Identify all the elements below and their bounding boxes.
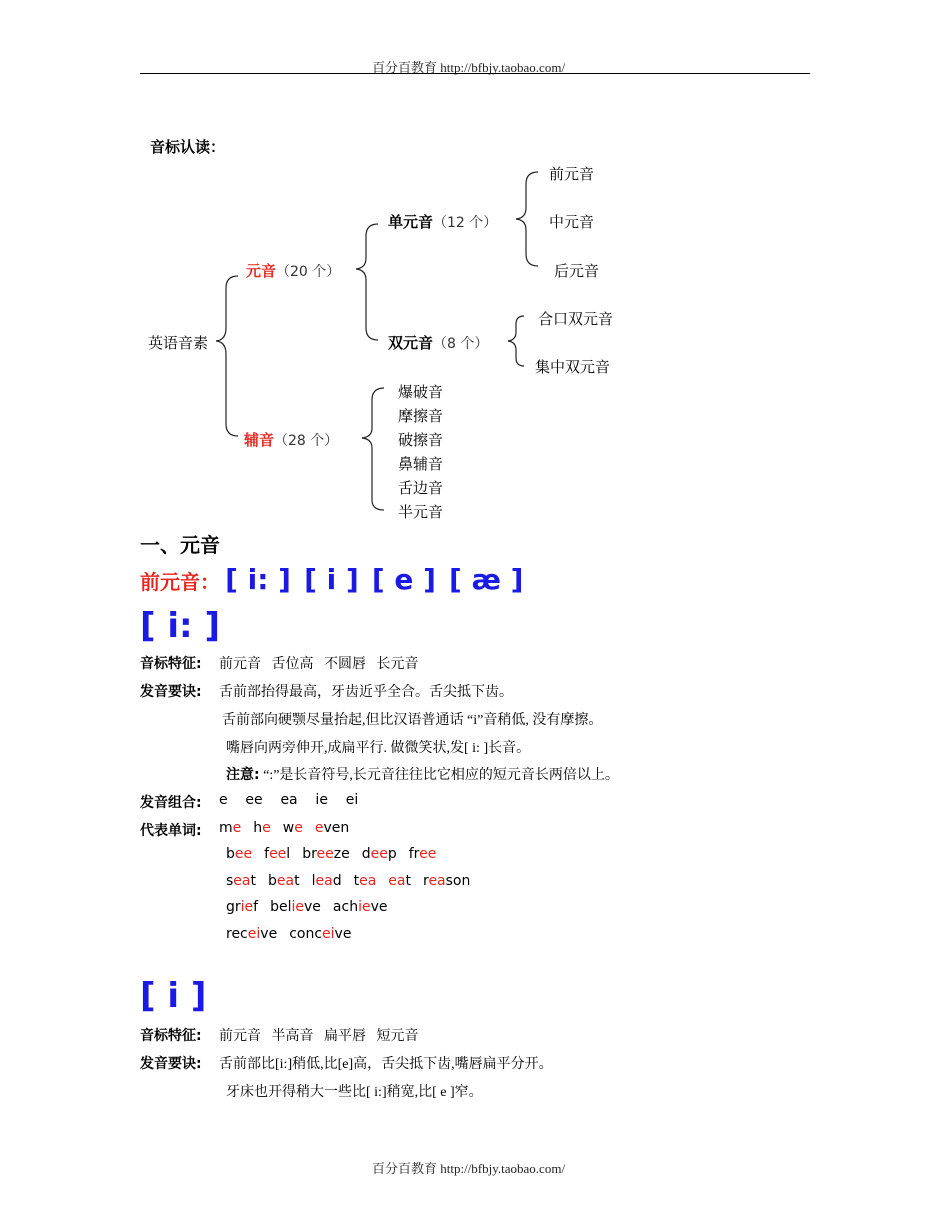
- word-part: p: [387, 846, 397, 862]
- tree-root-label: 英语音素: [148, 334, 209, 352]
- word-highlight: ei: [322, 926, 335, 942]
- word-highlight: ee: [269, 846, 287, 862]
- word-part: rec: [226, 926, 248, 942]
- word-part: bel: [270, 899, 292, 915]
- word-part: gr: [226, 899, 241, 915]
- example-word: [226, 846, 252, 862]
- diphthong-label: 双元音: [388, 334, 434, 352]
- word-part: m: [219, 820, 233, 836]
- front-vowels-label: 前元音：: [140, 570, 220, 594]
- monophthong-label: 单元音: [388, 213, 434, 231]
- ii-note: [226, 764, 619, 784]
- intro-title: 音标认读：: [150, 138, 226, 156]
- ii-features: 前元音 舌位高 不圆唇 长元音: [219, 657, 419, 672]
- tree-consonant: [244, 429, 338, 450]
- word-part: f: [264, 846, 270, 862]
- word-part: b: [226, 846, 235, 862]
- word-part: d: [332, 873, 342, 889]
- word-highlight: ei: [247, 926, 261, 942]
- word-part: ve: [260, 926, 278, 942]
- mono-type-back: 后元音: [554, 262, 600, 280]
- tree-diphthong: [388, 332, 488, 353]
- example-word: [302, 846, 350, 862]
- word-highlight: e: [262, 820, 271, 836]
- example-word: [226, 926, 277, 942]
- example-word: [409, 846, 437, 862]
- ii-pron-label: 发音要诀:: [140, 684, 202, 700]
- monophthong-count: （12 个）: [433, 215, 498, 231]
- vowel-count: （20 个）: [276, 264, 341, 280]
- word-highlight: e: [232, 820, 242, 836]
- ii-word-row: [226, 873, 470, 889]
- ii-word-row: [226, 846, 436, 862]
- word-highlight: ie: [240, 899, 254, 915]
- word-part: conc: [289, 926, 323, 942]
- example-word: [264, 846, 290, 862]
- word-part: ve: [370, 899, 388, 915]
- front-vowel-symbol: [ i ]: [304, 563, 359, 596]
- mono-type-central: 中元音: [549, 213, 595, 231]
- word-part: ze: [333, 846, 350, 862]
- brace-cons: [362, 388, 384, 510]
- word-part: ach: [332, 899, 359, 915]
- example-word: [423, 873, 470, 889]
- word-part: ven: [323, 820, 350, 836]
- ii-combos: e ee ea ie ei: [219, 792, 359, 808]
- word-part: t: [294, 873, 300, 889]
- mono-type-front: 前元音: [549, 165, 595, 183]
- word-highlight: ee: [234, 846, 253, 862]
- word-part: l: [311, 873, 316, 889]
- i-pron-line: 牙床也开得稍大一些比[ i:]稍宽,比[ e ]窄。: [226, 1085, 483, 1100]
- word-highlight: ea: [233, 873, 251, 889]
- ii-feature-label: 音标特征:: [140, 656, 202, 672]
- ii-word-row: [226, 926, 351, 942]
- example-word: [226, 873, 256, 889]
- word-part: w: [282, 820, 295, 836]
- example-word: [226, 899, 258, 915]
- diphthong-count: （8 个）: [433, 336, 489, 352]
- word-part: son: [445, 873, 471, 889]
- word-highlight: ea: [359, 873, 377, 889]
- word-highlight: ee: [316, 846, 334, 862]
- cons-type-plosive: 爆破音: [398, 383, 444, 401]
- word-highlight: ee: [419, 846, 437, 862]
- ii-pron-line: 舌前部抬得最高，牙齿近乎全合。舌尖抵下齿。: [219, 685, 513, 700]
- word-part: b: [268, 873, 277, 889]
- example-word: [362, 846, 397, 862]
- example-word: [219, 820, 241, 836]
- cons-type-affricate: 破擦音: [398, 431, 444, 449]
- word-part: s: [226, 873, 234, 889]
- diph-type-centring: 集中双元音: [535, 358, 611, 376]
- front-vowels-line: [140, 563, 523, 596]
- example-word: [270, 899, 321, 915]
- word-highlight: e: [294, 820, 303, 836]
- page-footer: 百分百教育 http://bfbjy.taobao.com/: [372, 1161, 566, 1176]
- tree-vowel: [246, 260, 340, 281]
- word-highlight: ea: [388, 873, 406, 889]
- i-pron-line: 舌前部比[i:]稍低,比[e]高，舌尖抵下齿,嘴唇扁平分开。: [219, 1057, 553, 1072]
- cons-type-semivowel: 半元音: [398, 503, 444, 521]
- cons-type-nasal: 鼻辅音: [398, 455, 444, 473]
- example-word: [289, 926, 351, 942]
- ii-word-row: [226, 899, 388, 915]
- example-word: [315, 820, 349, 836]
- word-part: f: [253, 899, 259, 915]
- diph-type-closing: 合口双元音: [538, 310, 614, 328]
- word-part: t: [405, 873, 411, 889]
- front-vowel-symbol: [ i: ]: [225, 563, 291, 596]
- word-part: br: [302, 846, 317, 862]
- example-word: [283, 820, 303, 836]
- example-word: [268, 873, 300, 889]
- example-word: [333, 899, 388, 915]
- ii-note-text: “:”是长音符号,长元音往往比它相应的短元音长两倍以上。: [259, 768, 619, 783]
- front-vowel-symbol: [ e ]: [371, 563, 436, 596]
- word-part: ve: [304, 899, 321, 915]
- word-part: t: [250, 873, 256, 889]
- ii-word-row: [219, 820, 349, 836]
- word-highlight: ie: [291, 899, 305, 915]
- cons-type-lateral: 舌边音: [398, 479, 444, 497]
- word-part: fr: [408, 846, 420, 862]
- word-highlight: ee: [370, 846, 388, 862]
- example-word: [253, 820, 271, 836]
- ii-combo-label: 发音组合:: [140, 795, 202, 811]
- ii-pron-line: 舌前部向硬颚尽量抬起,但比汉语普通话 “i”音稍低, 没有摩擦。: [222, 713, 603, 728]
- cons-type-fricative: 摩擦音: [398, 407, 444, 425]
- example-word: [312, 873, 342, 889]
- word-part: r: [422, 873, 429, 889]
- word-highlight: ea: [428, 873, 446, 889]
- word-part: ve: [334, 926, 352, 942]
- i-pron-label: 发音要诀:: [140, 1056, 202, 1072]
- word-part: l: [286, 846, 291, 862]
- page-header: 百分百教育 http://bfbjy.taobao.com/: [372, 60, 566, 75]
- consonant-label: 辅音: [244, 431, 275, 449]
- word-part: t: [353, 873, 360, 889]
- brace-root: [216, 276, 238, 436]
- word-highlight: e: [314, 820, 324, 836]
- front-vowel-symbol: [ æ ]: [449, 563, 524, 596]
- i-features: 前元音 半高音 扁平唇 短元音: [219, 1029, 419, 1044]
- tree-monophthong: [388, 211, 497, 232]
- section-title: 一、元音: [140, 533, 220, 557]
- ii-pron-line: 嘴唇向两旁伸开,成扁平行. 做微笑状,发[ i: ]长音。: [226, 741, 531, 756]
- i-feature-label: 音标特征:: [140, 1028, 202, 1044]
- example-word: [388, 873, 411, 889]
- word-part: d: [361, 846, 371, 862]
- vowel-label: 元音: [246, 262, 277, 280]
- brace-mono: [516, 172, 538, 266]
- word-highlight: ea: [315, 873, 333, 889]
- brace-diph: [508, 316, 524, 366]
- brace-vowel: [356, 224, 378, 340]
- ii-symbol-heading: [ i: ]: [140, 606, 221, 646]
- example-word: [354, 873, 377, 889]
- word-highlight: ie: [358, 899, 371, 915]
- word-part: h: [253, 820, 263, 836]
- word-highlight: ea: [276, 873, 295, 889]
- ii-words-label: 代表单词:: [140, 823, 202, 839]
- i-symbol-heading: [ i ]: [140, 976, 207, 1016]
- consonant-count: （28 个）: [274, 433, 339, 449]
- ii-note-label: 注意:: [226, 767, 260, 783]
